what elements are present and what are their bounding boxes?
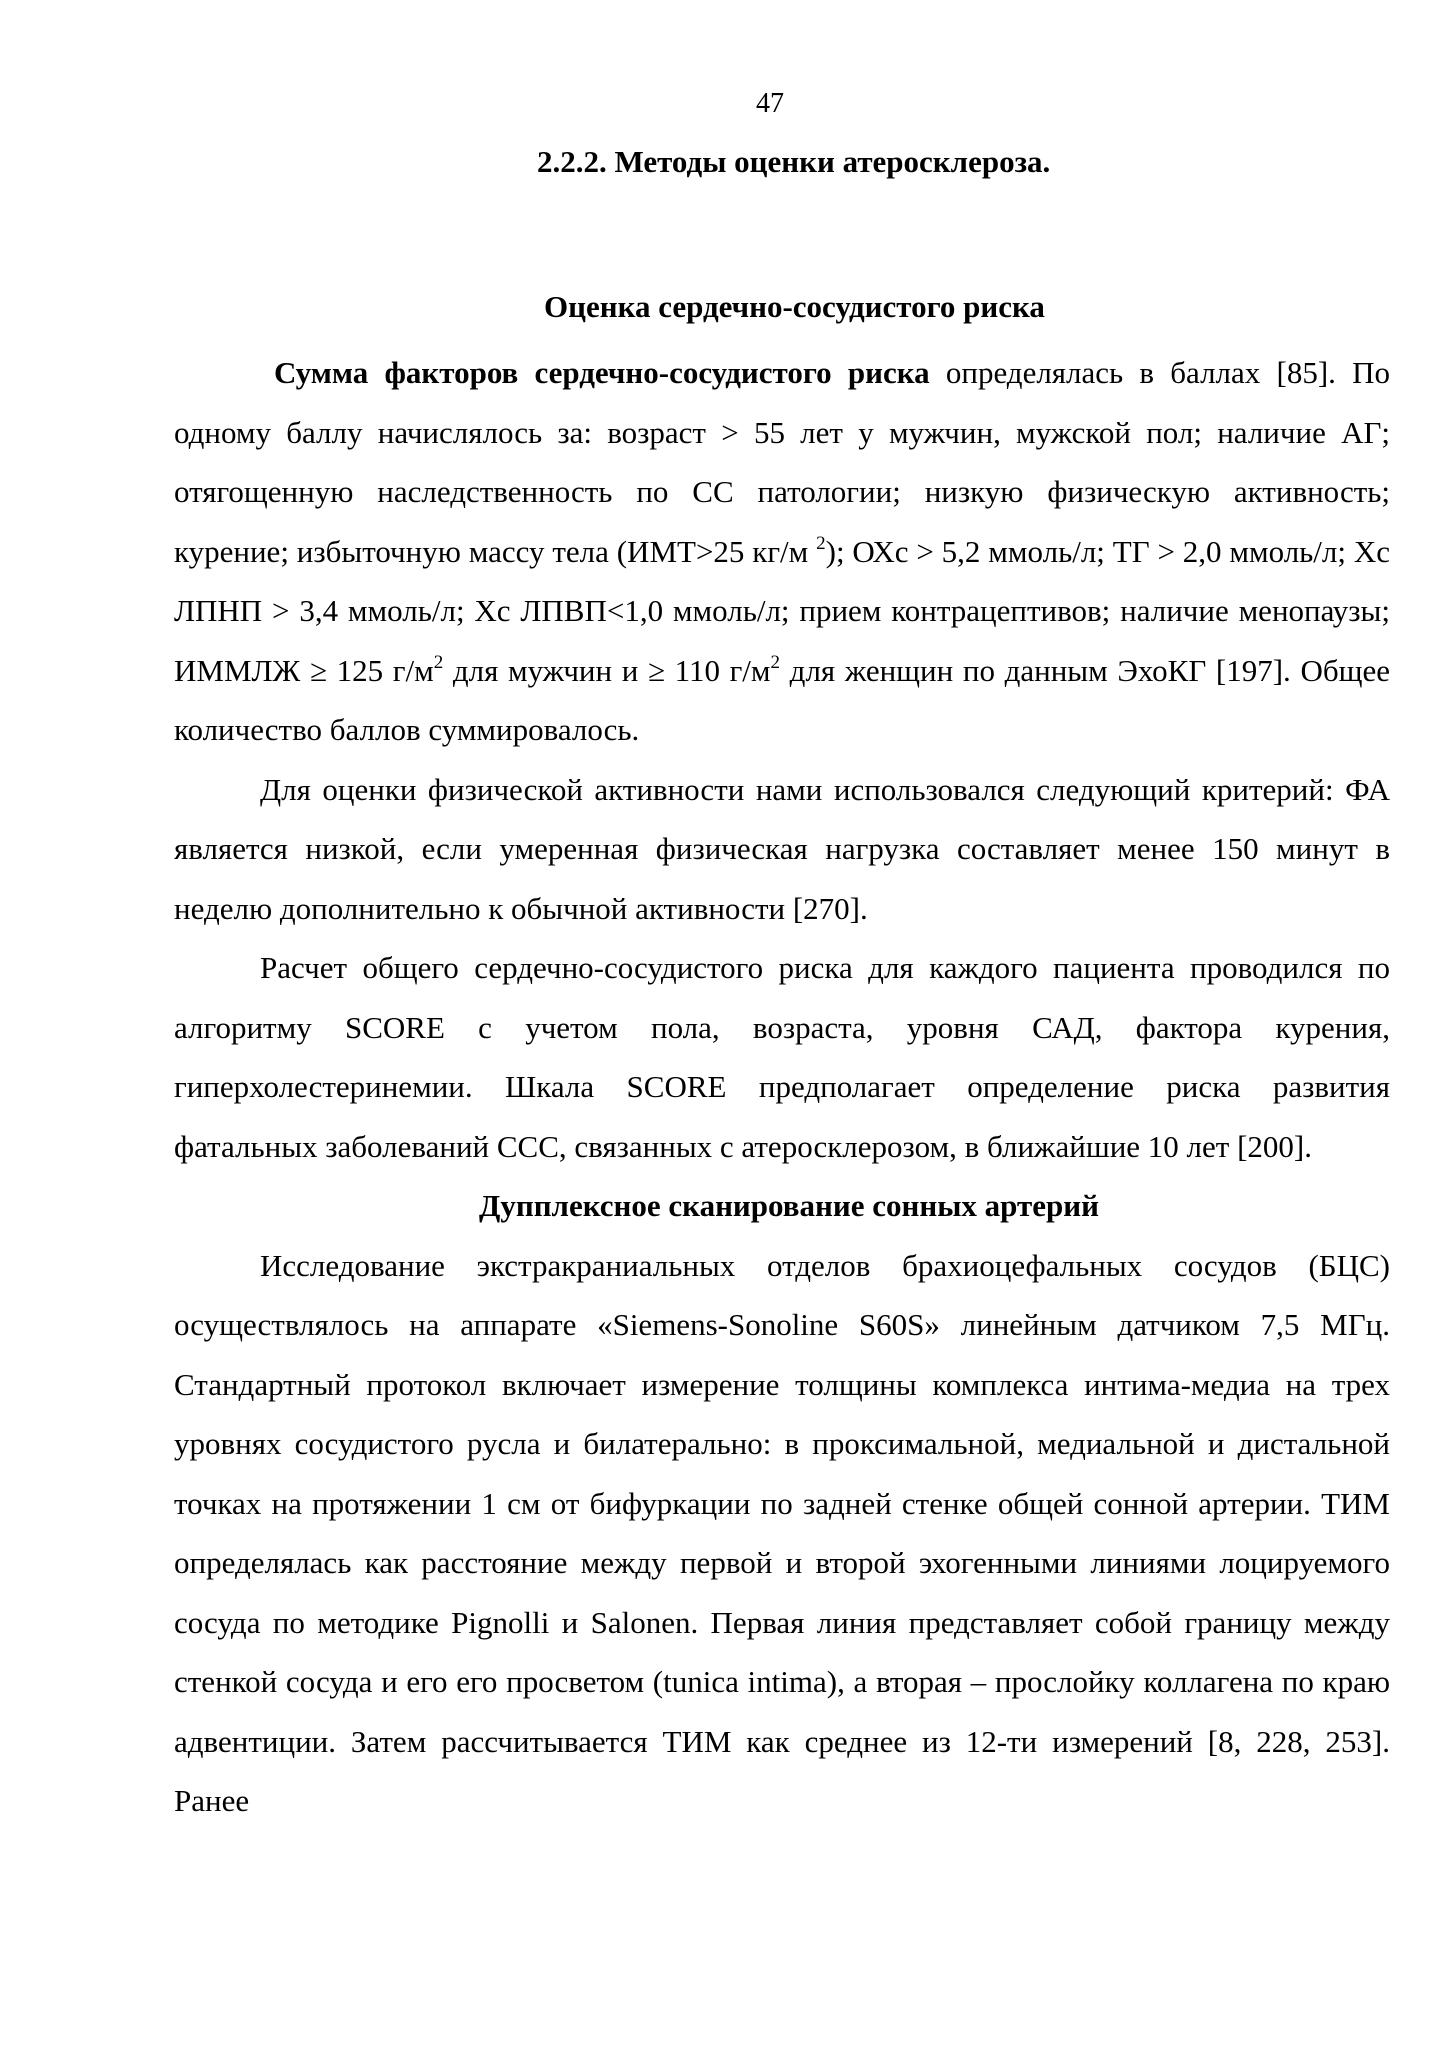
- section-title: 2.2.2. Методы оценки атеросклероза.: [537, 144, 1051, 179]
- risk-factors-text-c: для мужчин и ≥ 110 г/м: [443, 652, 771, 688]
- duplex-scanning-paragraph: Исследование экстракраниальных отделов брахиоцефальных сосудов (БЦС) осуществлялось на аппарате «Siemens-Sonoline S60S» линейным датчиком 7,5 МГц. Стандартный протокол включает измерение толщины комплекса интима-медиа на трех уровнях сосудистого русла и билатерально: в проксимальной, медиальной и дистальной точках на протяжении 1 см от бифуркации по задней стенке общей сонной артерии. ТИМ определялась как расстояние между первой и второй эхогенными линиями лоцируемого сосуда по методике Pignolli и Salonen. Первая линия представляет собой границу между стенкой сосуда и его его просветом (tunica intima), а вторая – прослойку коллагена по краю адвентиции. Затем рассчитывается ТИМ как среднее из 12-ти измерений [8, 228, 253]. Ранее: [174, 1247, 1390, 1818]
- risk-factors-text-b: ); ОХс > 5,2 ммоль/л; ТГ > 2,0 ммоль/л; Хс ЛПНП > 3,4 ммоль/л; Хс ЛПВП<1,0 ммоль/л; прием контрацептивов; наличие менопаузы; ИММЛЖ ≥ 125 г/м: [174, 533, 1390, 688]
- physical-activity-paragraph: Для оценки физической активности нами использовался следующий критерий: ФА является низкой, если умеренная физическая нагрузка составляет менее 150 минут в неделю дополнительно к обычной активности [270].: [174, 771, 1390, 926]
- page-content: [174, 138, 1390, 1831]
- lvmi-men-unit-superscript: 2: [433, 651, 444, 673]
- risk-factors-text-a: определялась в баллах [85]. По одному баллу начислялось за: возраст > 55 лет у мужчин, мужской пол; наличие АГ; отягощенную наследственность по СС патологии; низкую физическую активность; курение; избыточную массу тела (ИМТ>25 кг/м: [174, 355, 1390, 569]
- risk-factors-paragraph: [174, 343, 1390, 760]
- risk-factors-text-d: для женщин по данным ЭхоКГ [197]. Общее количество баллов суммировалось.: [174, 652, 1390, 747]
- score-risk-paragraph: Расчет общего сердечно-сосудистого риска для каждого пациента проводился по алгоритму SCORE с учетом пола, возраста, уровня САД, фактора курения, гиперхолестеринемии. Шкала SCORE предполагает определение риска развития фатальных заболеваний ССС, связанных с атеросклерозом, в ближайшие 10 лет [200].: [174, 950, 1390, 1164]
- bmi-unit-superscript: 2: [816, 532, 826, 554]
- risk-assessment-heading: Оценка сердечно-сосудистого риска: [544, 289, 1045, 324]
- lvmi-women-unit-superscript: 2: [770, 651, 781, 673]
- risk-factors-lead: Сумма факторов сердечно-сосудистого риска: [274, 355, 930, 390]
- page-number: 47: [756, 88, 784, 119]
- duplex-scanning-heading: Дупплексное сканирование сонных артерий: [479, 1188, 1099, 1223]
